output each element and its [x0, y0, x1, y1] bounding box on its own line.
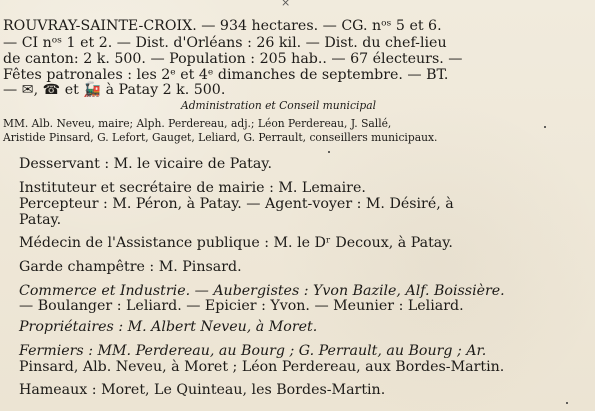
line-11: Percepteur : M. Péron, à Patay. — Agent-voyer : M. Désiré, à [19, 196, 454, 212]
line-19: Pinsard, Alb. Neveu, à Moret ; Léon Perdereau, aux Bordes-Martin. [19, 359, 505, 375]
line-4: Fêtes patronales : les 2ᵉ et 4ᵉ dimanches de septembre. — BT. [3, 67, 449, 83]
line-8: Aristide Pinsard, G. Lefort, Gauget, Leliard, G. Perrault, conseillers municipaux. [3, 131, 438, 144]
line-17: Propriétaires : M. Albert Neveu, à Moret. [19, 319, 318, 335]
line-7: MM. Alb. Neveu, maire; Alph. Perdereau, adj.; Léon Perdereau, J. Sallé, [3, 117, 392, 130]
line-1: ROUVRAY-SAINTE-CROIX. — 934 hectares. — CG. nᵒˢ 5 et 6. [3, 18, 442, 34]
line-18: Fermiers : MM. Perdereau, au Bourg ; G. Perrault, au Bourg ; Ar. [19, 343, 487, 359]
line-3: de canton: 2 k. 500. — Population : 205 hab.. — 67 électeurs. — [3, 51, 463, 67]
line-9: Desservant : M. le vicaire de Patay. [19, 156, 272, 172]
line-13: Médecin de l'Assistance publique : M. le Dʳ Decoux, à Patay. [19, 235, 453, 251]
line-16: — Boulanger : Leliard. — Epicier : Yvon. — Meunier : Leliard. [19, 298, 464, 314]
speck-dot [544, 126, 546, 128]
speck-dot [328, 151, 330, 153]
line-12: Patay. [19, 212, 62, 228]
line-14: Garde champêtre : M. Pinsard. [19, 259, 242, 275]
line-10: Instituteur et secrétaire de mairie : M. Lemaire. [19, 180, 366, 196]
line-5: — ✉, ☎ et 🚂 à Patay 2 k. 500. [3, 82, 226, 98]
line-2: — CI nᵒˢ 1 et 2. — Dist. d'Orléans : 26 kil. — Dist. du chef-lieu [3, 35, 447, 51]
line-20: Hameaux : Moret, Le Quinteau, les Bordes-Martin. [19, 382, 386, 398]
speck-dot [566, 402, 568, 404]
line-15: Commerce et Industrie. — Aubergistes : Yvon Bazile, Alf. Boissière. [19, 283, 505, 299]
section-heading: Administration et Conseil municipal [181, 99, 377, 112]
top-mark: × [281, 0, 291, 9]
